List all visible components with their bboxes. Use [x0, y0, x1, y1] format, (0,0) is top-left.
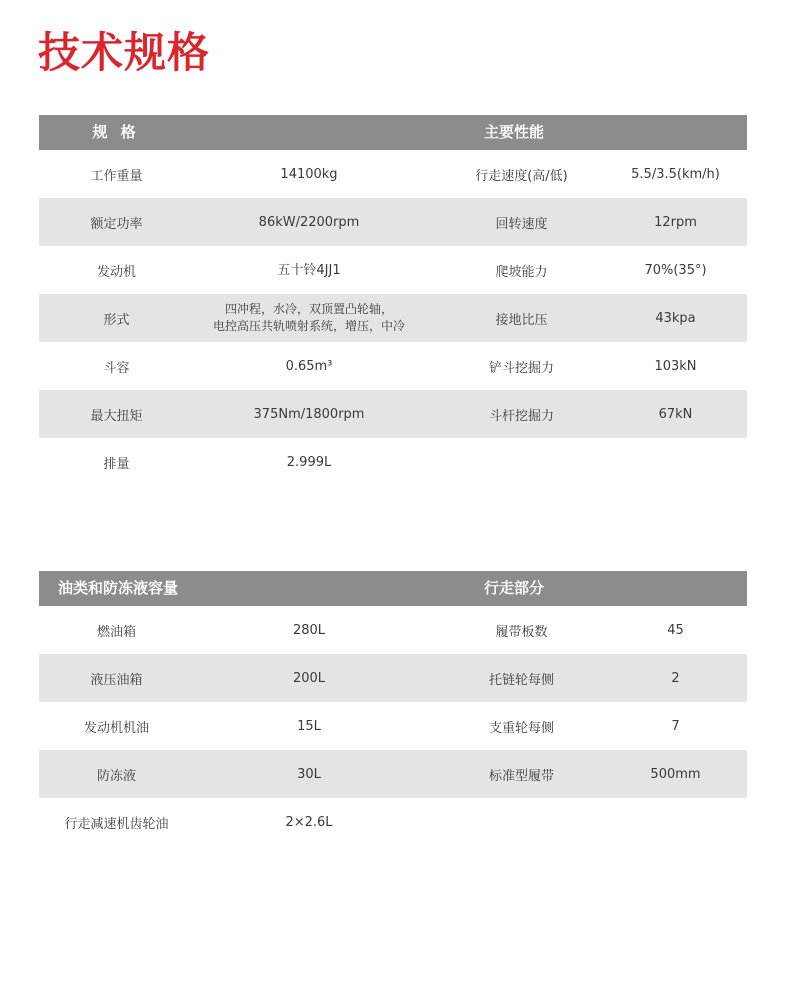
row-value: 15L: [297, 718, 321, 734]
row-value-2: 500mm: [650, 766, 701, 782]
row-value-2: 12rpm: [654, 214, 697, 230]
row-label: 发动机: [96, 264, 136, 280]
table-row: [39, 150, 747, 198]
row-label: 排量: [103, 456, 130, 472]
row-value-2: [604, 798, 747, 846]
row-label-2: 托链轮每侧: [488, 672, 554, 688]
specs-header-left: 规 格: [92, 123, 140, 141]
row-label: 液压油箱: [90, 672, 143, 688]
capacity-table: [39, 571, 747, 846]
row-label-2: [439, 798, 604, 846]
table-row: [39, 438, 747, 486]
row-value-2: 67kN: [658, 406, 693, 422]
row-value: 375Nm/1800rpm: [253, 406, 365, 422]
row-value: 2.999L: [286, 454, 332, 470]
row-value: 14100kg: [280, 166, 338, 182]
page-title: 技术规格: [38, 28, 211, 77]
row-label-2: 斗杆挖掘力: [488, 408, 554, 424]
row-label-2: 爬坡能力: [495, 264, 548, 280]
table-row: [39, 798, 747, 846]
row-label: 额定功率: [90, 216, 143, 232]
row-value-2: 45: [667, 622, 684, 638]
specs-header-right: 主要性能: [483, 123, 544, 141]
row-label: 斗容: [103, 360, 130, 376]
table-row: [39, 342, 747, 390]
row-label-2: 支重轮每侧: [488, 720, 554, 736]
row-value-2: 2: [671, 670, 680, 686]
row-label-2: 回转速度: [495, 216, 548, 232]
row-label: 燃油箱: [96, 624, 136, 640]
row-label-2: 履带板数: [495, 624, 548, 640]
row-value-2: 70%(35°): [644, 262, 707, 278]
row-value-2: 43kpa: [655, 310, 696, 326]
row-label: 发动机机油: [83, 720, 149, 736]
table-row: [39, 702, 747, 750]
table-row: [39, 750, 747, 798]
row-label-2: 接地比压: [495, 312, 548, 328]
row-label-2: [439, 438, 604, 486]
row-value: 0.65m³: [285, 358, 333, 374]
row-label-2: 铲斗挖掘力: [488, 360, 554, 376]
row-value: 四冲程，水冷，双顶置凸轮轴， 电控高压共轨喷射系统，增压，中冷: [212, 302, 405, 333]
capacity-header: [39, 571, 747, 606]
row-value: 200L: [292, 670, 326, 686]
row-value: 2×2.6L: [285, 814, 333, 830]
row-value: 30L: [297, 766, 321, 782]
row-label: 形式: [103, 312, 130, 328]
row-value-2: [604, 438, 747, 486]
capacity-header-left: 油类和防冻液容量: [58, 579, 179, 597]
row-label: 行走减速机齿轮油: [64, 816, 169, 832]
row-value-2: 5.5/3.5(km/h): [631, 166, 720, 182]
row-label-2: 行走速度(高/低): [475, 168, 568, 184]
specs-table: [39, 115, 747, 486]
table-row: [39, 198, 747, 246]
table-row: [39, 246, 747, 294]
table-row: [39, 390, 747, 438]
row-value-2: 7: [671, 718, 680, 734]
table-row: [39, 654, 747, 702]
row-label-2: 标准型履带: [488, 768, 554, 784]
row-value: 86kW/2200rpm: [258, 214, 360, 230]
row-value: 五十铃4JJ1: [277, 262, 341, 278]
table-row: [39, 294, 747, 342]
row-label: 工作重量: [90, 168, 143, 184]
row-value-2: 103kN: [654, 358, 697, 374]
row-label: 防冻液: [96, 768, 136, 784]
specs-header: [39, 115, 747, 150]
table-row: [39, 606, 747, 654]
capacity-header-right: 行走部分: [483, 579, 544, 597]
row-label: 最大扭矩: [90, 408, 143, 424]
row-value: 280L: [292, 622, 326, 638]
